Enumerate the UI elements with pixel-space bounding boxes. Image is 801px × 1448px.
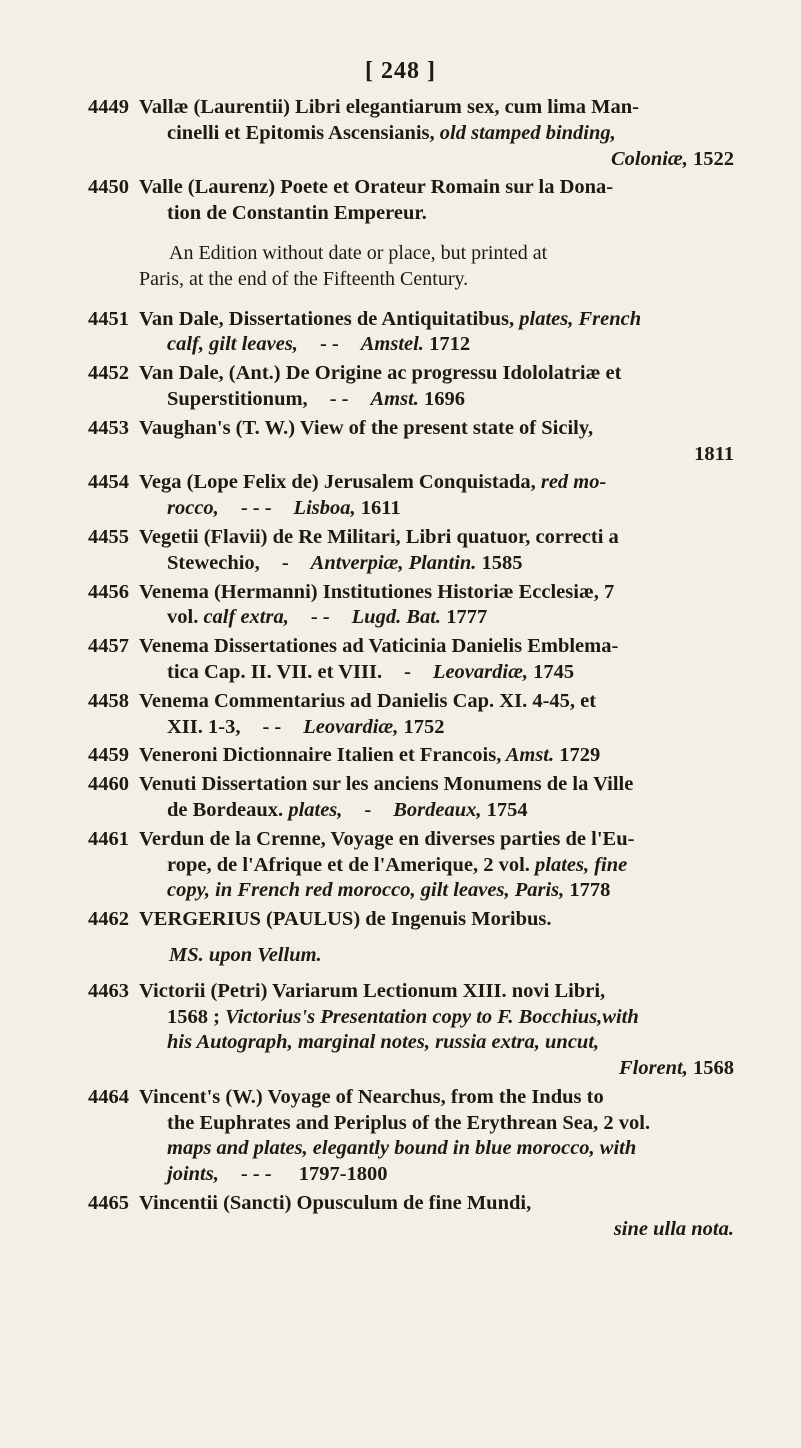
entry-line (139, 1111, 734, 1137)
entry-line (139, 307, 734, 333)
leader-dashes: - - (329, 387, 349, 410)
entry-number: 4462 (88, 908, 129, 931)
entry-line (139, 979, 734, 1005)
entry-line (139, 743, 734, 769)
italic-text: joints, (167, 1163, 219, 1186)
entry-number: 4454 (88, 471, 129, 494)
text: Vega (Lope Felix de) Jerusalem Conquistada, (139, 471, 541, 494)
text: Vallæ (Laurentii) Libri elegantiarum sex, cum lima Man- (139, 96, 639, 118)
leader-dashes: - (404, 660, 411, 683)
italic-text: old stamped binding, (439, 121, 616, 144)
text: vol. (167, 606, 204, 629)
leader-dashes: - - (310, 606, 330, 629)
text: Venuti Dissertation sur les anciens Monumens de la Ville (139, 773, 634, 796)
italic-text: Florent, (618, 1057, 688, 1080)
leader-dashes: - - (262, 715, 282, 738)
entry-line (139, 470, 734, 496)
leader-dashes: - (281, 551, 289, 574)
entry-line (139, 1030, 734, 1056)
catalogue-entry (88, 1085, 734, 1188)
catalogue-entry (88, 307, 734, 359)
italic-text: maps and plates, elegantly bound in blue morocco, with (167, 1137, 637, 1160)
entry-number: 4459 (88, 744, 129, 767)
text: Stewechio, (167, 551, 260, 574)
entry-line (139, 121, 734, 147)
text: Vaughan's (T. W.) View of the present state of Sicily, (139, 416, 594, 439)
text: 1754 (481, 798, 528, 821)
entry-line (139, 175, 734, 201)
entry-line (139, 267, 734, 293)
entry-number: 4461 (88, 827, 129, 850)
entry-line (139, 147, 734, 173)
catalogue-entry (88, 175, 734, 227)
italic-text: Amst. (501, 744, 555, 767)
italic-text: copy, in French red morocco, gilt leaves, (167, 879, 510, 902)
entry-number: 4455 (88, 525, 129, 548)
entry-line (139, 878, 734, 904)
entry-line (139, 1085, 734, 1111)
text: Paris, at the end of the Fifteenth Century. (139, 267, 469, 290)
entry-line (139, 201, 734, 227)
text: VERGERIUS (PAULUS) de Ingenuis Moribus. (139, 908, 552, 931)
entry-line (139, 853, 734, 879)
entry-line (139, 1217, 734, 1243)
text: 1777 (441, 606, 488, 629)
catalogue-entry (88, 95, 734, 172)
leader-dashes: - - (319, 333, 339, 356)
italic-text: MS. upon Vellum. (169, 943, 322, 966)
text: 1712 (423, 333, 471, 356)
entry-line (139, 525, 734, 551)
text: tion de Constantin Empereur. (167, 202, 427, 225)
text: Verdun de la Crenne, Voyage en diverses parties de l'Eu- (139, 827, 635, 850)
entry-line (139, 95, 734, 121)
entry-line (139, 943, 734, 969)
entry-number: 4457 (88, 635, 129, 658)
catalogue-entry (88, 743, 734, 769)
text: 1611 (355, 497, 401, 520)
text: Venema Dissertationes ad Vaticinia Danielis Emblema- (139, 635, 619, 658)
page-number: [ 248 ] (365, 58, 436, 84)
italic-text: plates, (288, 798, 343, 821)
catalogue-entry (88, 525, 734, 577)
entry-number: 4464 (88, 1085, 129, 1108)
italic-text: red mo- (540, 471, 607, 494)
text: Vegetii (Flavii) de Re Militari, Libri quatuor, correcti a (139, 525, 619, 548)
italic-text: Leovardiæ, (432, 660, 528, 683)
entry-line (139, 772, 734, 798)
text: 1745 (528, 660, 575, 683)
text: 1568 ; (167, 1005, 226, 1028)
entry-number: 4456 (88, 580, 129, 603)
italic-text: rocco, (167, 497, 219, 520)
text: Vincent's (W.) Voyage of Nearchus, from the Indus to (139, 1085, 604, 1108)
text: An Edition without date or place, but printed at (169, 241, 548, 264)
italic-text: Amst. (370, 387, 419, 410)
italic-text: Paris, (509, 879, 565, 902)
entry-number: 4463 (88, 979, 129, 1002)
entry-line (139, 241, 734, 267)
text: 1752 (398, 715, 445, 738)
catalogue-entry (88, 979, 734, 1082)
text: the Euphrates and Periplus of the Erythrean Sea, 2 vol. (167, 1111, 651, 1134)
text: cinelli et Epitomis Ascensianis, (167, 121, 440, 144)
catalogue-entry (88, 1191, 734, 1243)
entry-line (139, 416, 734, 442)
italic-text: his Autograph, marginal notes, russia extra, uncut, (167, 1031, 600, 1054)
italic-text: Lisboa, (293, 497, 356, 520)
entry-line (139, 907, 734, 933)
entry-line (139, 689, 734, 715)
entry-note (88, 241, 734, 293)
text: 1696 (418, 387, 466, 410)
text: Superstitionum, (167, 387, 308, 410)
entry-number: 4465 (88, 1192, 129, 1215)
text: 1797-1800 (293, 1163, 388, 1186)
catalogue-entry (88, 907, 734, 969)
italic-text: calf, gilt leaves, (167, 333, 298, 356)
catalogue-entry (88, 827, 734, 904)
text: Valle (Laurenz) Poete et Orateur Romain sur la Dona- (139, 176, 614, 199)
text: Vincentii (Sancti) Opusculum de fine Mundi, (139, 1192, 532, 1215)
catalogue-entry (88, 361, 734, 413)
text: 1811 (694, 442, 734, 465)
italic-text: Bordeaux, (393, 798, 482, 821)
italic-text: plates, fine (535, 853, 628, 876)
catalogue-entry (88, 772, 734, 824)
entry-line (139, 551, 734, 577)
text: 1568 (687, 1057, 734, 1080)
text: Veneroni Dictionnaire Italien et Francois, (139, 744, 502, 767)
entry-line (139, 387, 734, 413)
catalogue-entry (88, 580, 734, 632)
entry-line (139, 580, 734, 606)
entry-number: 4450 (88, 176, 129, 199)
text: XII. 1-3, (167, 715, 241, 738)
italic-text: with (602, 1005, 639, 1028)
text: 1729 (554, 744, 601, 767)
italic-text: sine ulla nota. (613, 1217, 734, 1240)
text: rope, de l'Afrique et de l'Amerique, 2 vol. (167, 853, 536, 876)
entry-line (139, 1056, 734, 1082)
entry-list (88, 95, 734, 1246)
entry-line (139, 827, 734, 853)
text: Victorii (Petri) Variarum Lectionum XIII. novi Libri, (139, 979, 606, 1002)
italic-text: Coloniæ, (610, 147, 688, 170)
text: 1522 (687, 147, 734, 170)
italic-text: Lugd. Bat. (351, 606, 442, 629)
entry-number: 4458 (88, 689, 129, 712)
entry-line (139, 496, 734, 522)
entry-line (139, 660, 734, 686)
text: 1585 (476, 551, 523, 574)
entry-line (139, 715, 734, 741)
entry-number: 4449 (88, 96, 129, 118)
entry-line (139, 1136, 734, 1162)
italic-text: Amstel. (360, 333, 424, 356)
catalogue-entry (88, 470, 734, 522)
italic-text: calf extra, (203, 606, 289, 629)
text: tica Cap. II. VII. et VIII. (167, 660, 383, 683)
entry-line (139, 442, 734, 468)
entry-line (139, 332, 734, 358)
entry-line (139, 634, 734, 660)
entry-line (139, 798, 734, 824)
italic-text: Antverpiæ, Plantin. (310, 551, 477, 574)
entry-line (139, 605, 734, 631)
entry-number: 4453 (88, 416, 129, 439)
leader-dashes: - - - (240, 497, 272, 520)
italic-text: Victorius's Presentation copy to F. Bocchius, (225, 1005, 603, 1028)
catalogue-entry (88, 634, 734, 686)
text: Venema (Hermanni) Institutiones Historiæ Ecclesiæ, 7 (139, 580, 615, 603)
entry-line (139, 361, 734, 387)
text: Van Dale, Dissertationes de Antiquitatibus, (139, 307, 520, 330)
text: 1778 (564, 879, 611, 902)
italic-text: plates, French (519, 307, 642, 330)
entry-line (139, 1005, 734, 1031)
text: Venema Commentarius ad Danielis Cap. XI. 4-45, et (139, 689, 597, 712)
entry-line (139, 1162, 734, 1188)
text: de Bordeaux. (167, 798, 289, 821)
leader-dashes: - - - (240, 1163, 272, 1186)
entry-line (139, 1191, 734, 1217)
entry-number: 4451 (88, 307, 129, 330)
italic-text: Leovardiæ, (303, 715, 399, 738)
entry-number: 4452 (88, 362, 129, 385)
catalogue-entry (88, 416, 734, 468)
entry-number: 4460 (88, 773, 129, 796)
leader-dashes: - (364, 798, 372, 821)
catalogue-entry (88, 689, 734, 741)
text: Van Dale, (Ant.) De Origine ac progressu Idololatriæ et (139, 362, 622, 385)
